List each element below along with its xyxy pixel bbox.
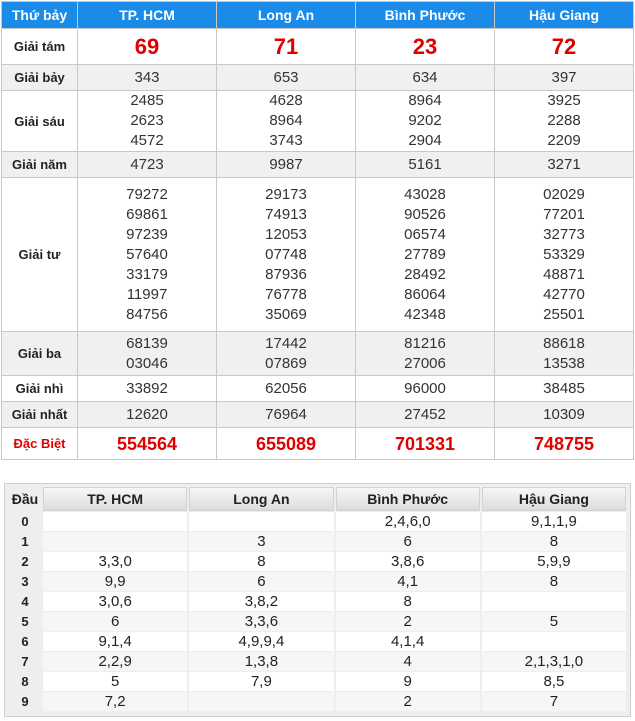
- dau-cell: 2: [336, 612, 480, 631]
- dau-digit: 7: [9, 652, 41, 671]
- prize-number: 10309: [543, 405, 585, 423]
- dau-cell: 3,3,6: [189, 612, 333, 631]
- prize-number: 74913: [265, 205, 307, 223]
- dau-digit: 9: [9, 692, 41, 711]
- province-hau-giang[interactable]: Hậu Giang: [495, 2, 634, 29]
- dau-cell: 2,2,9: [43, 652, 187, 671]
- dau-col-binh-phuoc: Bình Phước: [336, 487, 480, 511]
- dau-row: [9, 592, 626, 611]
- dau-cell: 3,0,6: [43, 592, 187, 611]
- prize-label: Giải nhì: [2, 376, 78, 402]
- dau-cell: 6: [189, 572, 333, 591]
- dau-cell: 9,1,4: [43, 632, 187, 651]
- prize-number: 97239: [126, 225, 168, 243]
- prize-number: 3271: [547, 155, 581, 173]
- prize-number: 27789: [404, 245, 446, 263]
- dau-cell: [43, 512, 187, 531]
- prize-row: [2, 332, 634, 376]
- prize-number: 76778: [265, 285, 307, 303]
- dau-cell: 7,2: [43, 692, 187, 711]
- prize-cell: [356, 376, 495, 402]
- prize-cell: [78, 428, 217, 460]
- prize-row: [2, 178, 634, 332]
- prize-cell: [78, 332, 217, 376]
- dau-cell: 3,8,2: [189, 592, 333, 611]
- prize-number: 03046: [126, 354, 168, 372]
- dau-col-long-an: Long An: [189, 487, 333, 511]
- prize-number: 69861: [126, 205, 168, 223]
- prize-number: 06574: [404, 225, 446, 243]
- prize-number: 96000: [404, 379, 446, 397]
- prize-number: 3743: [269, 132, 303, 149]
- prize-row: [2, 402, 634, 428]
- prize-cell: [217, 332, 356, 376]
- dau-cell: [43, 532, 187, 551]
- prize-cell: [217, 29, 356, 65]
- prize-number: 4572: [130, 132, 164, 149]
- prize-number: 81216: [404, 334, 446, 352]
- prize-number: 17442: [265, 334, 307, 352]
- prize-number: 71: [273, 33, 299, 59]
- prize-cell: [356, 428, 495, 460]
- prize-number: 13538: [543, 354, 585, 372]
- dau-cell: 8: [336, 592, 480, 611]
- day-label: Thứ bảy: [2, 2, 78, 29]
- prize-label: Đặc Biệt: [2, 428, 78, 460]
- prize-cell: [217, 91, 356, 152]
- dau-cell: 8: [482, 532, 626, 551]
- dau-cell: 6: [43, 612, 187, 631]
- dau-cell: 7,9: [189, 672, 333, 691]
- dau-header-label: Đầu: [9, 487, 41, 511]
- prize-cell: [217, 428, 356, 460]
- prize-number: 23: [412, 33, 438, 59]
- prize-cell: [217, 65, 356, 91]
- province-long-an[interactable]: Long An: [217, 2, 356, 29]
- prize-number: 4723: [130, 155, 164, 173]
- prize-number: 9202: [408, 112, 442, 129]
- prize-number: 28492: [404, 265, 446, 283]
- prize-label: Giải bảy: [2, 65, 78, 91]
- dau-digit: 0: [9, 512, 41, 531]
- prize-label: Giải ba: [2, 332, 78, 376]
- prize-cell: [78, 91, 217, 152]
- prize-cell: [78, 402, 217, 428]
- lottery-results-table: [1, 1, 634, 460]
- results-header-row: [2, 2, 634, 29]
- prize-number: 62056: [265, 379, 307, 397]
- prize-number: 42348: [404, 305, 446, 323]
- prize-cell: [78, 178, 217, 332]
- dau-digit: 2: [9, 552, 41, 571]
- dau-cell: 3,3,0: [43, 552, 187, 571]
- dau-cell: 3: [189, 532, 333, 551]
- dau-cell: 9,1,1,9: [482, 512, 626, 531]
- dau-col-hcm: TP. HCM: [43, 487, 187, 511]
- prize-row: [2, 65, 634, 91]
- dau-cell: 4,1: [336, 572, 480, 591]
- prize-number: 07748: [265, 245, 307, 263]
- prize-number: 79272: [126, 185, 168, 203]
- prize-cell: [495, 428, 634, 460]
- province-hcm[interactable]: TP. HCM: [78, 2, 217, 29]
- dau-row: [9, 512, 626, 531]
- dau-cell: 8: [482, 572, 626, 591]
- prize-label: Giải tám: [2, 29, 78, 65]
- prize-number: 27006: [404, 354, 446, 372]
- prize-cell: [495, 65, 634, 91]
- prize-cell: [495, 402, 634, 428]
- dau-cell: 5: [43, 672, 187, 691]
- prize-cell: [495, 91, 634, 152]
- prize-cell: [217, 402, 356, 428]
- prize-number: 3925: [547, 92, 581, 109]
- dau-row: [9, 552, 626, 571]
- prize-number: 53329: [543, 245, 585, 263]
- prize-number: 02029: [543, 185, 585, 203]
- prize-row: [2, 428, 634, 460]
- dau-cell: 9,9: [43, 572, 187, 591]
- prize-cell: [78, 376, 217, 402]
- prize-number: 653: [273, 68, 299, 86]
- dau-digit: 3: [9, 572, 41, 591]
- prize-number: 38485: [543, 379, 585, 397]
- prize-number: 2288: [547, 112, 581, 129]
- prize-number: 343: [134, 68, 160, 86]
- prize-cell: [356, 29, 495, 65]
- dau-digit: 5: [9, 612, 41, 631]
- prize-cell: [356, 402, 495, 428]
- prize-label: Giải nhất: [2, 402, 78, 428]
- prize-number: 11997: [126, 285, 168, 303]
- prize-cell: [356, 178, 495, 332]
- prize-number: 8964: [269, 112, 303, 129]
- prize-number: 32773: [543, 225, 585, 243]
- prize-cell: [356, 152, 495, 178]
- prize-number: 68139: [126, 334, 168, 352]
- prize-number: 554564: [116, 433, 178, 454]
- prize-cell: [217, 376, 356, 402]
- prize-number: 2904: [408, 132, 442, 149]
- prize-number: 634: [412, 68, 438, 86]
- prize-number: 5161: [408, 155, 442, 173]
- dau-cell: 2: [336, 692, 480, 711]
- dau-row: [9, 532, 626, 551]
- dau-cell: 4: [336, 652, 480, 671]
- prize-cell: [495, 178, 634, 332]
- prize-number: 397: [551, 68, 577, 86]
- dau-row: [9, 632, 626, 651]
- dau-col-hau-giang: Hậu Giang: [482, 487, 626, 511]
- prize-number: 33892: [126, 379, 168, 397]
- prize-number: 43028: [404, 185, 446, 203]
- dau-row: [9, 692, 626, 711]
- dau-statistics-panel: [4, 483, 631, 717]
- prize-cell: [495, 332, 634, 376]
- dau-row: [9, 672, 626, 691]
- prize-number: 2209: [547, 132, 581, 149]
- prize-number: 9987: [269, 155, 303, 173]
- prize-row: [2, 91, 634, 152]
- prize-number: 2485: [130, 92, 164, 109]
- prize-number: 4628: [269, 92, 303, 109]
- prize-cell: [356, 332, 495, 376]
- prize-label: Giải năm: [2, 152, 78, 178]
- prize-number: 33179: [126, 265, 168, 283]
- dau-cell: 1,3,8: [189, 652, 333, 671]
- dau-header-row: [9, 487, 626, 511]
- dau-row: [9, 652, 626, 671]
- dau-cell: 7: [482, 692, 626, 711]
- prize-number: 72: [551, 33, 577, 59]
- prize-number: 701331: [394, 433, 456, 454]
- prize-cell: [78, 29, 217, 65]
- dau-cell: [482, 632, 626, 651]
- dau-cell: 2,4,6,0: [336, 512, 480, 531]
- dau-cell: 5: [482, 612, 626, 631]
- prize-number: 25501: [543, 305, 585, 323]
- dau-row: [9, 572, 626, 591]
- dau-cell: [189, 512, 333, 531]
- dau-digit: 1: [9, 532, 41, 551]
- dau-cell: 2,1,3,1,0: [482, 652, 626, 671]
- dau-row: [9, 612, 626, 631]
- dau-digit: 4: [9, 592, 41, 611]
- prize-cell: [495, 152, 634, 178]
- prize-cell: [217, 178, 356, 332]
- prize-number: 29173: [265, 185, 307, 203]
- dau-cell: 3,8,6: [336, 552, 480, 571]
- prize-number: 88618: [543, 334, 585, 352]
- dau-cell: 8: [189, 552, 333, 571]
- dau-cell: [189, 692, 333, 711]
- dau-cell: 5,9,9: [482, 552, 626, 571]
- prize-label: Giải sáu: [2, 91, 78, 152]
- prize-number: 57640: [126, 245, 168, 263]
- prize-cell: [217, 152, 356, 178]
- prize-number: 87936: [265, 265, 307, 283]
- prize-number: 27452: [404, 405, 446, 423]
- province-binh-phuoc[interactable]: Bình Phước: [356, 2, 495, 29]
- prize-number: 84756: [126, 305, 168, 323]
- prize-number: 12620: [126, 405, 168, 423]
- prize-cell: [495, 376, 634, 402]
- prize-cell: [356, 91, 495, 152]
- prize-number: 69: [134, 33, 160, 59]
- prize-number: 76964: [265, 405, 307, 423]
- dau-digit: 6: [9, 632, 41, 651]
- prize-number: 2623: [130, 112, 164, 129]
- dau-cell: 4,9,9,4: [189, 632, 333, 651]
- prize-cell: [495, 29, 634, 65]
- prize-row: [2, 376, 634, 402]
- prize-number: 12053: [265, 225, 307, 243]
- prize-cell: [78, 65, 217, 91]
- prize-number: 42770: [543, 285, 585, 303]
- dau-cell: [482, 592, 626, 611]
- dau-cell: 8,5: [482, 672, 626, 691]
- prize-number: 77201: [543, 205, 585, 223]
- prize-number: 8964: [408, 92, 442, 109]
- prize-cell: [356, 65, 495, 91]
- dau-table: [7, 486, 628, 712]
- prize-number: 07869: [265, 354, 307, 372]
- prize-number: 48871: [543, 265, 585, 283]
- prize-label: Giải tư: [2, 178, 78, 332]
- dau-cell: 9: [336, 672, 480, 691]
- prize-number: 86064: [404, 285, 446, 303]
- dau-cell: 6: [336, 532, 480, 551]
- prize-number: 35069: [265, 305, 307, 323]
- prize-number: 90526: [404, 205, 446, 223]
- prize-number: 655089: [255, 433, 317, 454]
- dau-digit: 8: [9, 672, 41, 691]
- prize-cell: [78, 152, 217, 178]
- prize-row: [2, 152, 634, 178]
- dau-cell: 4,1,4: [336, 632, 480, 651]
- prize-row: [2, 29, 634, 65]
- prize-number: 748755: [533, 433, 595, 454]
